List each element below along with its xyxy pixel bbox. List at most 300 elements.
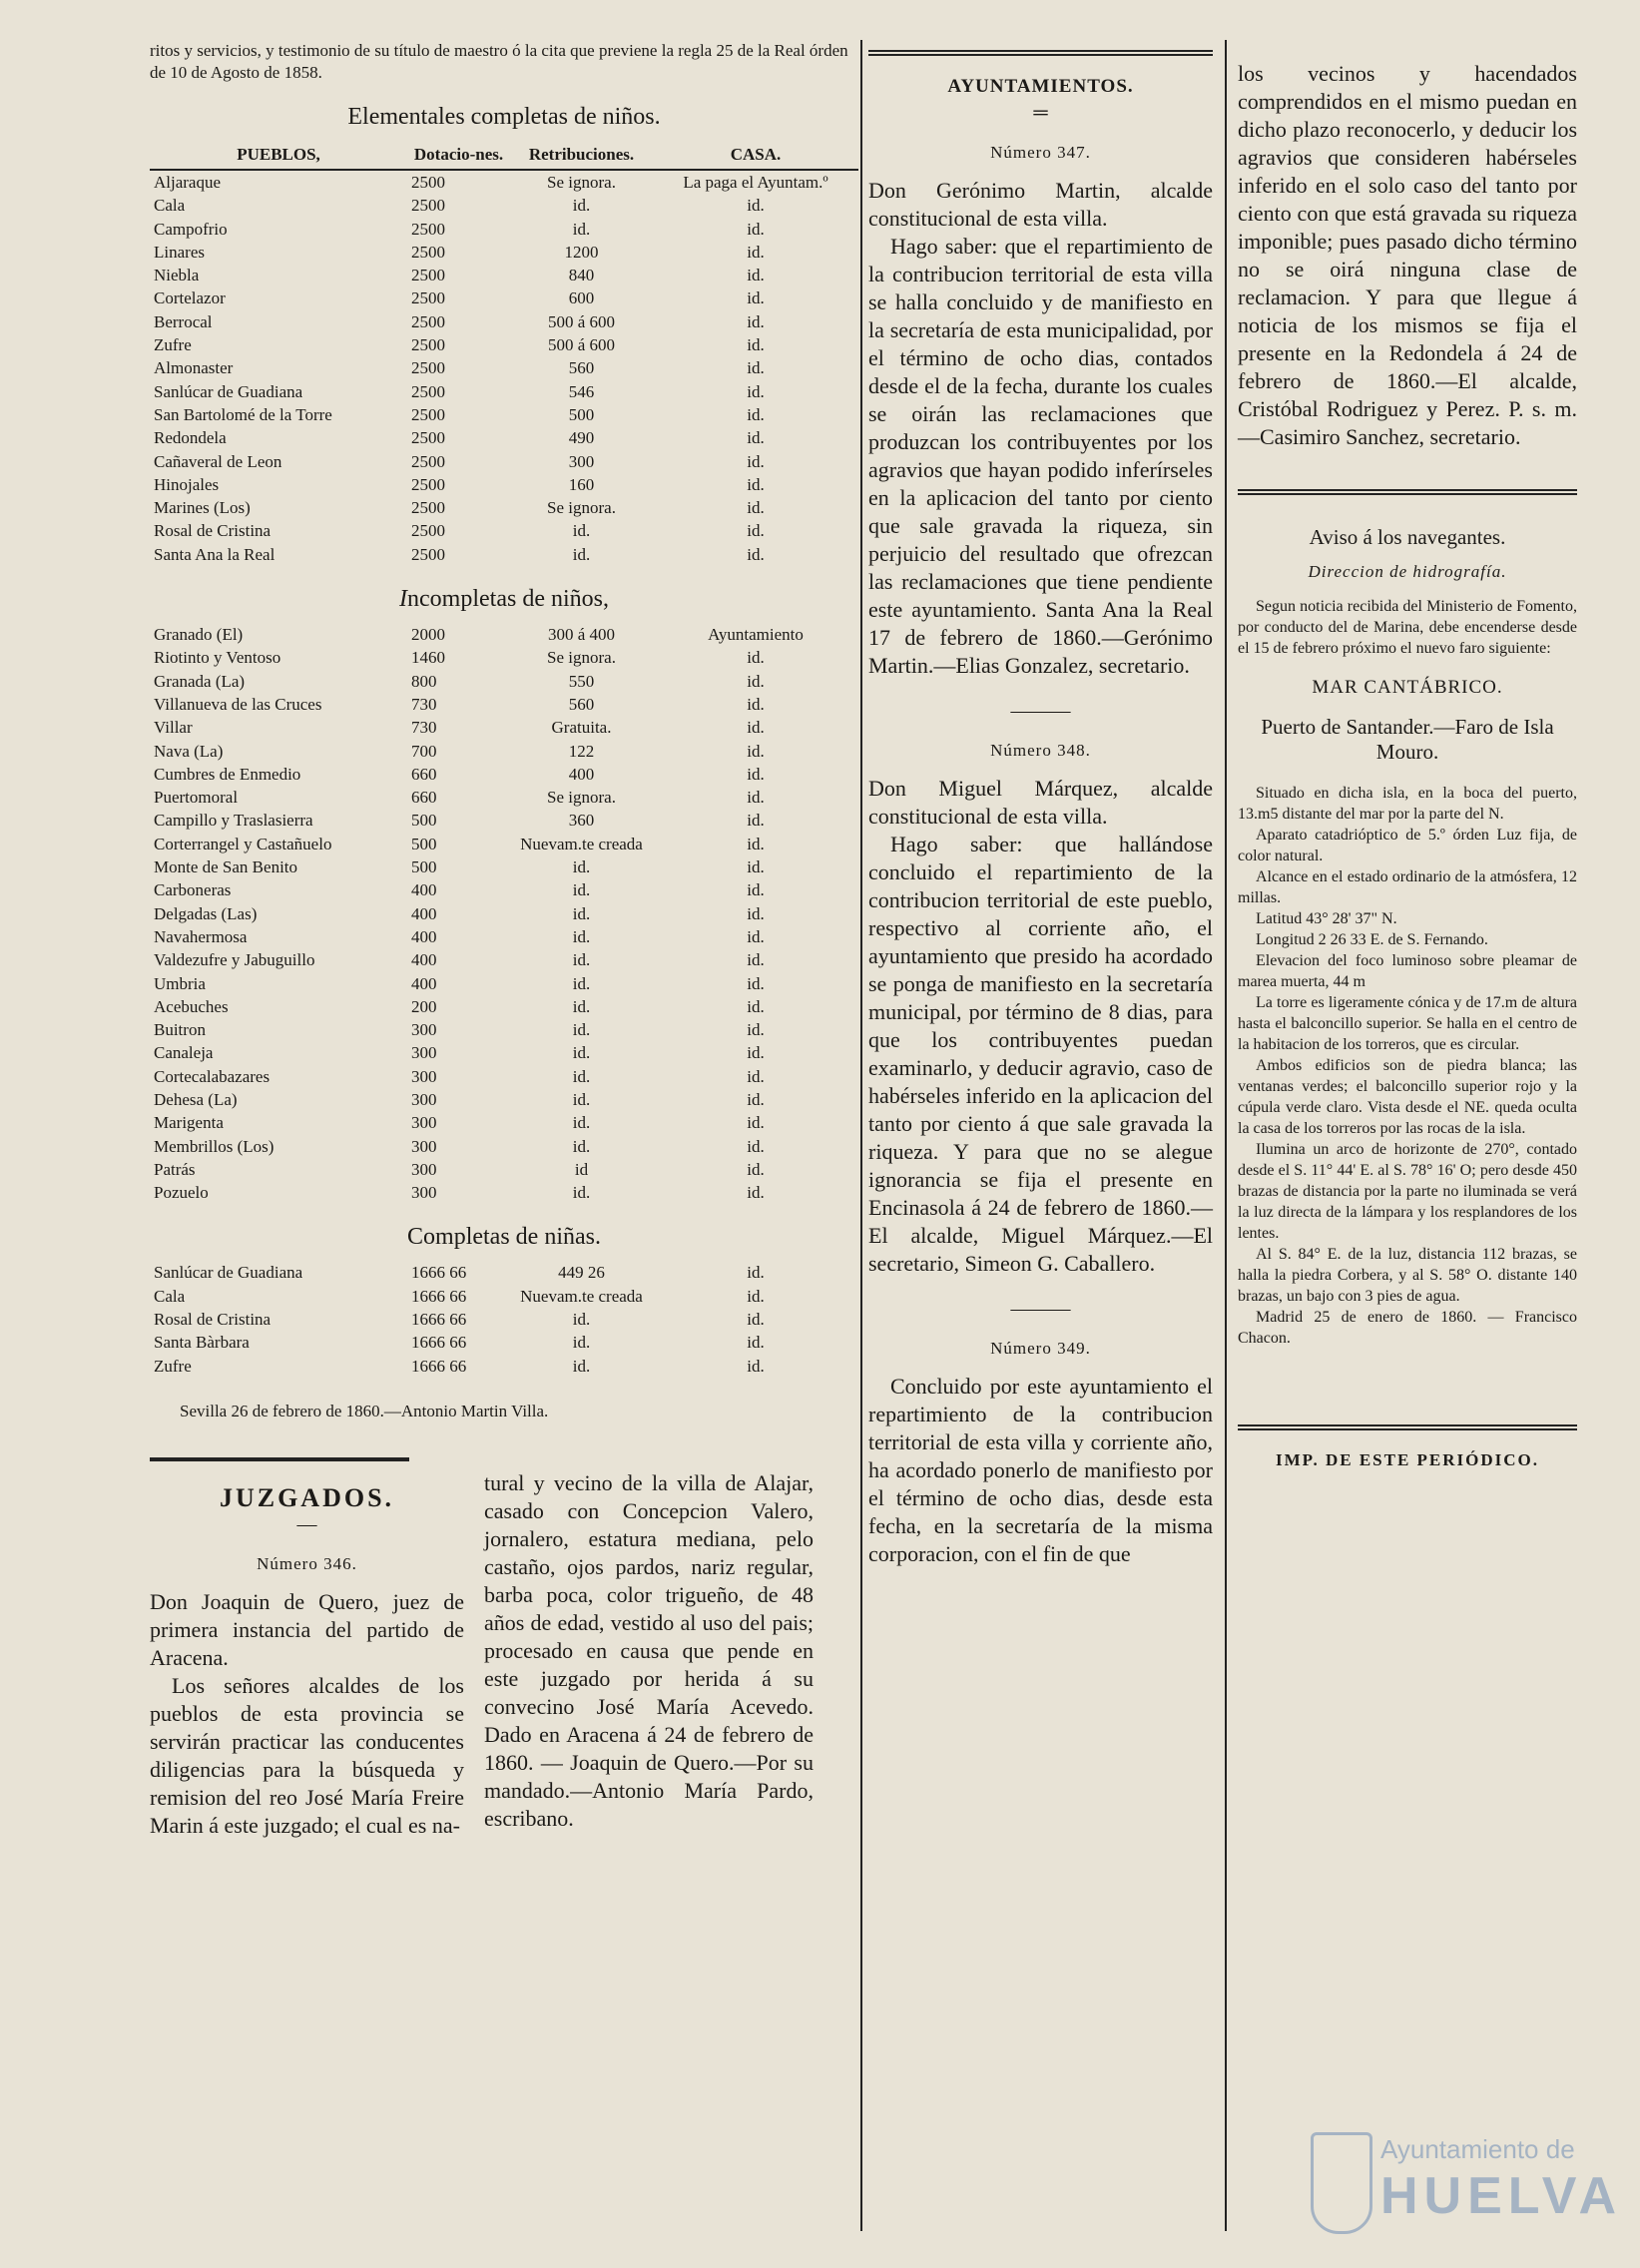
juzgados-p1: Don Joaquin de Quero, juez de primera instancia del partido de Aracena. <box>150 1588 464 1670</box>
retribucion-cell: Se ignora. <box>547 498 616 518</box>
faro-line: Aparato catadrióptico de 5.º órden Luz fija, de color natural. <box>1238 827 1577 864</box>
dotacion-cell: 730 <box>411 718 437 738</box>
dotacion-cell: 400 <box>411 950 437 970</box>
pueblo-cell: Almonaster <box>154 358 234 378</box>
table-row <box>150 496 858 519</box>
retribucion-cell: 550 <box>568 671 595 691</box>
incompletas-title-initial: I <box>399 586 408 613</box>
retribucion-cell: 300 <box>568 451 595 471</box>
casa-cell: id. <box>747 1333 765 1353</box>
dotacion-cell: 2500 <box>411 521 445 541</box>
retribucion-cell: 300 á 400 <box>547 625 616 645</box>
retribucion-cell: id. <box>572 544 591 564</box>
dotacion-cell: 1666 66 <box>411 1356 467 1376</box>
dotacion-cell: 300 <box>411 1183 437 1203</box>
table-row <box>150 1041 858 1064</box>
table-row <box>150 450 858 473</box>
table-row <box>150 1158 858 1181</box>
juzgados-left <box>150 1469 464 1840</box>
retribucion-cell: 840 <box>568 266 595 285</box>
shield-icon <box>1311 2132 1372 2234</box>
dotacion-cell: 2500 <box>411 242 445 262</box>
ayuntamientos-dash: ═ <box>1033 102 1048 124</box>
faro-line: Al S. 84° E. de la luz, distancia 112 brazas, se halla la piedra Corbera, y al S. 58° O. distante 140 brazas, un bajo con 3 pies de agua. <box>1238 1246 1577 1305</box>
faro-line: Madrid 25 de enero de 1860. — Francisco Chacon. <box>1238 1309 1577 1347</box>
table-row <box>150 1065 858 1088</box>
numero-348: Número 348. <box>990 741 1091 760</box>
table-row <box>150 286 858 309</box>
retribucion-cell: id. <box>572 973 591 993</box>
top-rule <box>868 50 1213 56</box>
pueblo-cell: Sanlúcar de Guadiana <box>154 381 303 401</box>
pueblo-cell: Nava (La) <box>154 741 224 761</box>
dotacion-cell: 2500 <box>411 358 445 378</box>
casa-cell: id. <box>747 428 765 448</box>
casa-cell: id. <box>747 1263 765 1283</box>
dotacion-cell: 2500 <box>411 381 445 401</box>
dotacion-cell: 2500 <box>411 335 445 355</box>
casa-cell: id. <box>747 474 765 494</box>
table-row <box>150 1135 858 1158</box>
pueblo-cell: Patrás <box>154 1159 196 1179</box>
schools-table-incompletas <box>150 623 858 1204</box>
header-dotaciones: Dotacio-nes. <box>407 141 510 170</box>
dotacion-cell: 500 <box>411 857 437 877</box>
casa-cell: id. <box>747 1159 765 1179</box>
table-row <box>150 1018 858 1041</box>
table-row <box>150 403 858 426</box>
casa-cell: id. <box>747 1286 765 1306</box>
column-three <box>1238 60 1577 1470</box>
retribucion-cell: Nuevam.te creada <box>520 834 643 853</box>
pueblo-cell: Canaleja <box>154 1043 214 1063</box>
pueblo-cell: Delgadas (Las) <box>154 903 258 923</box>
dotacion-cell: 2500 <box>411 451 445 471</box>
faro-description <box>1238 783 1577 1349</box>
retribucion-cell: 560 <box>568 358 595 378</box>
pueblo-cell: Campillo y Traslasierra <box>154 811 313 831</box>
table-row <box>150 1331 858 1354</box>
faro-line: Ilumina un arco de horizonte de 270°, contado desde el S. 11° 44' E. al S. 78° 16' O; pero desde 450 brazas de distancia por la parte no iluminada se verá la luz directa de la lámpara y los resplandores de los lentes. <box>1238 1141 1577 1242</box>
retribucion-cell: id. <box>572 1136 591 1156</box>
pueblo-cell: Zufre <box>154 1356 192 1376</box>
retribucion-cell: 600 <box>568 288 595 308</box>
casa-cell: id. <box>747 741 765 761</box>
elementales-title: Elementales completas de niños. <box>347 104 661 130</box>
table-row <box>150 786 858 809</box>
pueblo-cell: Cortelazor <box>154 288 226 308</box>
pueblo-cell: Riotinto y Ventoso <box>154 648 281 668</box>
retribucion-cell: id. <box>572 903 591 923</box>
juzgados-p2: Los señores alcaldes de los pueblos de esta provincia se servirán practicar las conducentes diligencias para la búsqueda y remision del reo José María Freire Marin á este juzgado; el cual es na- <box>150 1672 464 1838</box>
table-row <box>150 543 858 566</box>
faro-line: Elevacion del foco luminoso sobre pleamar de marea muerta, 44 m <box>1238 952 1577 990</box>
table-row <box>150 902 858 925</box>
dotacion-cell: 2500 <box>411 498 445 518</box>
pueblo-cell: Santa Bàrbara <box>154 1333 250 1353</box>
retribucion-cell: 1200 <box>564 242 599 262</box>
casa-cell: id. <box>747 950 765 970</box>
table-row <box>150 473 858 496</box>
retribucion-cell: Se ignora. <box>547 648 616 668</box>
numero-349: Número 349. <box>990 1339 1091 1358</box>
table-row <box>150 809 858 832</box>
aviso-title: Aviso á los navegantes. <box>1309 525 1506 549</box>
retribucion-cell: id. <box>572 880 591 900</box>
retribucion-cell: 500 á 600 <box>547 311 616 331</box>
pueblo-cell: Cala <box>154 196 186 216</box>
juzgados-right <box>484 1469 814 1833</box>
casa-cell: id. <box>747 311 765 331</box>
juzgados-title: JUZGADOS. <box>219 1482 395 1512</box>
table-row <box>150 948 858 971</box>
dotacion-cell: 1460 <box>411 648 445 668</box>
ninas-title: Completas de niñas. <box>407 1224 601 1251</box>
dotacion-cell: 200 <box>411 996 437 1016</box>
casa-cell: id. <box>747 834 765 853</box>
dotacion-cell: 2500 <box>411 428 445 448</box>
retribucion-cell: 490 <box>568 428 595 448</box>
casa-cell: id. <box>747 544 765 564</box>
casa-cell: id. <box>747 1183 765 1203</box>
faro-line: La torre es ligeramente cónica y de 17.m de altura hasta el balconcillo superior. Se halla en el centro de la habitacion de los torreros, que es circular. <box>1238 994 1577 1053</box>
table-row <box>150 426 858 449</box>
retribucion-cell: id. <box>572 996 591 1016</box>
retribucion-cell: Se ignora. <box>547 173 616 192</box>
casa-cell: id. <box>747 648 765 668</box>
table-row <box>150 194 858 217</box>
table-row <box>150 855 858 878</box>
n347-p2: Hago saber: que el repartimiento de la contribucion territorial de esta villa se halla concluido y de manifiesto en la secretaría de esta municipalidad, por el término de ocho dias, contados desde el de la fecha, durante los cuales se oirán las reclamaciones que produzcan los contribuyentes por los agravios que hayan podido inferírseles en la aplicacion del tanto por ciento que sale gravada la riqueza, sin perjuicio del resultado que ofrezcan las reclamaciones que tiene pendiente este ayuntamiento. Santa Ana la Real 17 de febrero de 1860.—Gerónimo Martin.—Elias Gonzalez, secretario. <box>868 234 1213 678</box>
casa-cell: id. <box>747 1136 765 1156</box>
pueblo-cell: Puertomoral <box>154 788 239 808</box>
pueblo-cell: Hinojales <box>154 474 220 494</box>
casa-cell: id. <box>747 266 765 285</box>
table-row <box>150 763 858 786</box>
table-row <box>150 670 858 693</box>
casa-cell: id. <box>747 288 765 308</box>
dotacion-cell: 2000 <box>411 625 445 645</box>
table-row <box>150 264 858 286</box>
faro-line: Alcance en el estado ordinario de la atmósfera, 12 millas. <box>1238 868 1577 906</box>
casa-cell: id. <box>747 973 765 993</box>
casa-cell: id. <box>747 1089 765 1109</box>
dotacion-cell: 300 <box>411 1066 437 1086</box>
retribucion-cell: 360 <box>568 811 595 831</box>
pueblo-cell: Campofrio <box>154 219 228 239</box>
table-row <box>150 693 858 716</box>
retribucion-cell: id. <box>572 857 591 877</box>
column-two <box>868 50 1213 1568</box>
divider-347: ——— <box>1010 700 1071 722</box>
pueblo-cell: Sanlúcar de Guadiana <box>154 1263 303 1283</box>
casa-cell: id. <box>747 242 765 262</box>
pueblo-cell: Redondela <box>154 428 227 448</box>
column-rule-left <box>860 40 862 2231</box>
table-row <box>150 623 858 646</box>
retribucion-cell: id <box>574 1159 589 1179</box>
table-row <box>150 519 858 542</box>
retribucion-cell: id. <box>572 1043 591 1063</box>
pueblo-cell: San Bartolomé de la Torre <box>154 404 332 424</box>
huelva-watermark-logo <box>1311 2128 1623 2238</box>
imprenta-line: IMP. DE ESTE PERIÓDICO. <box>1275 1450 1540 1469</box>
casa-cell: id. <box>747 811 765 831</box>
dotacion-cell: 2500 <box>411 311 445 331</box>
schools-table-ninas <box>150 1261 858 1377</box>
pueblo-cell: Acebuches <box>154 996 229 1016</box>
casa-cell: id. <box>747 857 765 877</box>
puerto-title: Puerto de Santander.—Faro de Isla Mouro. <box>1261 715 1554 764</box>
dotacion-cell: 300 <box>411 1113 437 1133</box>
casa-cell: id. <box>747 498 765 518</box>
casa-cell: id. <box>747 335 765 355</box>
elementales-rows <box>150 170 858 566</box>
pueblo-cell: Niebla <box>154 266 200 285</box>
table-row <box>150 1355 858 1378</box>
pueblo-cell: Villar <box>154 718 193 738</box>
column-one <box>150 40 858 1988</box>
pueblo-cell: Membrillos (Los) <box>154 1136 274 1156</box>
retribucion-cell: id. <box>572 1333 591 1353</box>
retribucion-cell: id. <box>572 219 591 239</box>
watermark-line1: Ayuntamiento de <box>1380 2134 1575 2164</box>
pueblo-cell: Rosal de Cristina <box>154 521 272 541</box>
casa-cell: id. <box>747 694 765 714</box>
casa-cell: id. <box>747 996 765 1016</box>
col3-bottom-rule <box>1238 1424 1577 1430</box>
section-divider <box>150 1457 409 1461</box>
dotacion-cell: 2500 <box>411 173 445 192</box>
retribucion-cell: 500 á 600 <box>547 335 616 355</box>
dotacion-cell: 400 <box>411 973 437 993</box>
table-row <box>150 380 858 403</box>
pueblo-cell: Dehesa (La) <box>154 1089 238 1109</box>
retribucion-cell: 449 26 <box>558 1263 605 1283</box>
table-row <box>150 878 858 901</box>
table-row <box>150 833 858 855</box>
pueblo-cell: Villanueva de las Cruces <box>154 694 322 714</box>
casa-cell: id. <box>747 381 765 401</box>
numero-346: Número 346. <box>257 1553 357 1573</box>
dotacion-cell: 400 <box>411 903 437 923</box>
signoff: Sevilla 26 de febrero de 1860.—Antonio Martin Villa. <box>180 1401 549 1420</box>
dotacion-cell: 1666 66 <box>411 1333 467 1353</box>
dotacion-cell: 500 <box>411 811 437 831</box>
dotacion-cell: 400 <box>411 880 437 900</box>
pueblo-cell: Cañaveral de Leon <box>154 451 282 471</box>
dotacion-cell: 300 <box>411 1159 437 1179</box>
incompletas-title-rest: ncompletas de niños, <box>407 586 609 613</box>
header-retribuciones: Retribuciones. <box>510 141 653 170</box>
table-row <box>150 716 858 739</box>
retribucion-cell: id. <box>572 521 591 541</box>
table-row <box>150 740 858 763</box>
col3-rule <box>1238 489 1577 495</box>
pueblo-cell: Santa Ana la Real <box>154 544 275 564</box>
dotacion-cell: 300 <box>411 1136 437 1156</box>
pueblo-cell: Pozuelo <box>154 1183 209 1203</box>
casa-cell: id. <box>747 671 765 691</box>
casa-cell: id. <box>747 1020 765 1040</box>
pueblo-cell: Umbria <box>154 973 206 993</box>
column-rule-right <box>1225 40 1227 2231</box>
pueblo-cell: Aljaraque <box>154 173 222 192</box>
dotacion-cell: 2500 <box>411 404 445 424</box>
table-row <box>150 995 858 1018</box>
retribucion-cell: 400 <box>568 764 595 784</box>
pueblo-cell: Linares <box>154 242 205 262</box>
casa-cell: id. <box>747 1043 765 1063</box>
incompletas-rows <box>150 623 858 1204</box>
retribucion-cell: id. <box>572 1310 591 1330</box>
table-row <box>150 925 858 948</box>
pueblo-cell: Navahermosa <box>154 926 248 946</box>
juzgados-section <box>150 1469 858 1988</box>
casa-cell: id. <box>747 764 765 784</box>
faro-line: Latitud 43° 28' 37" N. <box>1256 910 1397 927</box>
juzgados-p3: tural y vecino de la villa de Alajar, casado con Concepcion Valero, jornalero, estatura mediana, pelo castaño, ojos pardos, nariz regular, barba poca, color trigueño, de 48 años de edad, vestido al uso del pais; procesado en causa que pende en este juzgado por herida á su convecino José María Acevedo. Dado en Aracena á 24 de febrero de 1860. — Joaquin de Quero.—Por su mandado.—Antonio María Pardo, escribano. <box>484 1469 814 1831</box>
retribucion-cell: 122 <box>568 741 595 761</box>
pueblo-cell: Berrocal <box>154 311 213 331</box>
retribucion-cell: 546 <box>568 381 595 401</box>
casa-cell: id. <box>747 358 765 378</box>
table-row <box>150 310 858 333</box>
table-row <box>150 1111 858 1134</box>
casa-cell: id. <box>747 880 765 900</box>
ayuntamientos-title: AYUNTAMIENTOS. <box>947 76 1134 97</box>
retribucion-cell: id. <box>572 950 591 970</box>
table-row <box>150 356 858 379</box>
casa-cell: id. <box>747 1310 765 1330</box>
pueblo-cell: Rosal de Cristina <box>154 1310 272 1330</box>
dotacion-cell: 730 <box>411 694 437 714</box>
table-row <box>150 1181 858 1204</box>
col3-continuation: los vecinos y hacendados comprendidos en el mismo puedan en dicho plazo reconocerlo, y deducir los agravios que consideren habérseles inferido en el solo caso del tanto por ciento con que está gravada su riqueza imponible; pues pasado dicho término no se oirá ninguna clase de reclamacion. Y para que llegue á noticia de los mismos se fija el presente en la Redondela á 24 de febrero de 1860.—El alcalde, Cristóbal Rodriguez y Perez. P. s. m.—Casimiro Sanchez, secretario. <box>1238 61 1577 449</box>
retribucion-cell: id. <box>572 1183 591 1203</box>
segun-noticia: Segun noticia recibida del Ministerio de Fomento, por conducto del de Marina, debe encenderse desde el 15 de febrero próximo el nuevo faro siguiente: <box>1238 598 1577 657</box>
retribucion-cell: id. <box>572 196 591 216</box>
dotacion-cell: 1666 66 <box>411 1263 467 1283</box>
retribucion-cell: id. <box>572 1089 591 1109</box>
table-row <box>150 646 858 669</box>
pueblo-cell: Cortecalabazares <box>154 1066 271 1086</box>
retribucion-cell: Se ignora. <box>547 788 616 808</box>
dotacion-cell: 300 <box>411 1043 437 1063</box>
dotacion-cell: 2500 <box>411 288 445 308</box>
casa-cell: id. <box>747 1113 765 1133</box>
casa-cell: id. <box>747 451 765 471</box>
dotacion-cell: 2500 <box>411 266 445 285</box>
retribucion-cell: id. <box>572 1113 591 1133</box>
faro-line: Ambos edificios son de piedra blanca; las ventanas verdes; el balconcillo superior rojo y la cúpula verde claro. Vista desde el NE. queda oculta la casa de los torreros por las rocas de la isla. <box>1238 1057 1577 1137</box>
intro-text: ritos y servicios, y testimonio de su título de maestro ó la cita que previene la regla 25 de la Real órden de 10 de Agosto de 1858. <box>150 41 848 82</box>
dotacion-cell: 400 <box>411 926 437 946</box>
numero-347: Número 347. <box>990 143 1091 162</box>
pueblo-cell: Zufre <box>154 335 192 355</box>
dotacion-cell: 1666 66 <box>411 1286 467 1306</box>
pueblo-cell: Valdezufre y Jabuguillo <box>154 950 315 970</box>
dotacion-cell: 2500 <box>411 474 445 494</box>
table-row <box>150 972 858 995</box>
retribucion-cell: 500 <box>568 404 595 424</box>
header-pueblos: PUEBLOS, <box>150 141 407 170</box>
dotacion-cell: 1666 66 <box>411 1310 467 1330</box>
pueblo-cell: Corterrangel y Castañuelo <box>154 834 332 853</box>
casa-cell: id. <box>747 1356 765 1376</box>
n348-p1: Don Miguel Márquez, alcalde constitucional de esta villa. <box>868 776 1213 829</box>
n349-p1: Concluido por este ayuntamiento el repartimiento de la contribucion territorial de esta villa y corriente año, ha acordado ponerlo de manifiesto por el término de ocho dias, desde esta fecha, en la secretaría de la misma corporacion, con el fin de que <box>868 1374 1213 1566</box>
pueblo-cell: Buitron <box>154 1020 206 1040</box>
dotacion-cell: 500 <box>411 834 437 853</box>
casa-cell: id. <box>747 718 765 738</box>
schools-table-elementales <box>150 141 858 566</box>
table-row <box>150 333 858 356</box>
pueblo-cell: Marines (Los) <box>154 498 251 518</box>
divider-348: ——— <box>1010 1298 1071 1320</box>
n347-p1: Don Gerónimo Martin, alcalde constitucional de esta villa. <box>868 178 1213 231</box>
n348-p2: Hago saber: que hallándose concluido el repartimiento de la contribucion territorial de este pueblo, respectivo al corriente año, el ayuntamiento que presido ha acordado se ponga de manifiesto en la secretaría municipal, por término de 8 dias, para que los contribuyentes puedan examinarlo, y deducir agravio, caso de habérseles inferido en la aplicacion del tanto por ciento á que sale gravada la riqueza. Y para que no se alegue ignorancia se fija el presente en Encinasola á 24 de febrero de 1860.—El alcalde, Miguel Márquez.—El secretario, Simeon G. Caballero. <box>868 832 1213 1276</box>
dotacion-cell: 2500 <box>411 196 445 216</box>
casa-cell: id. <box>747 926 765 946</box>
casa-cell: La paga el Ayuntam.º <box>683 173 828 192</box>
dotacion-cell: 660 <box>411 764 437 784</box>
pueblo-cell: Granado (El) <box>154 625 244 645</box>
pueblo-cell: Marigenta <box>154 1113 224 1133</box>
dotacion-cell: 800 <box>411 671 437 691</box>
retribucion-cell: id. <box>572 1066 591 1086</box>
dotacion-cell: 2500 <box>411 544 445 564</box>
table-row <box>150 241 858 264</box>
dotacion-cell: 2500 <box>411 219 445 239</box>
retribucion-cell: 160 <box>568 474 595 494</box>
casa-cell: id. <box>747 196 765 216</box>
casa-cell: Ayuntamiento <box>708 625 804 645</box>
retribucion-cell: id. <box>572 1020 591 1040</box>
pueblo-cell: Monte de San Benito <box>154 857 298 877</box>
dotacion-cell: 300 <box>411 1020 437 1040</box>
pueblo-cell: Cumbres de Enmedio <box>154 764 301 784</box>
pueblo-cell: Cala <box>154 1286 186 1306</box>
table-row <box>150 1261 858 1284</box>
juzgados-dash: — <box>296 1512 317 1535</box>
casa-cell: id. <box>747 788 765 808</box>
casa-cell: id. <box>747 219 765 239</box>
casa-cell: id. <box>747 1066 765 1086</box>
pueblo-cell: Granada (La) <box>154 671 246 691</box>
incompletas-title <box>150 586 858 613</box>
table-row <box>150 1088 858 1111</box>
retribucion-cell: Nuevam.te creada <box>520 1286 643 1306</box>
faro-line: Situado en dicha isla, en la boca del puerto, 13.m5 distante del mar por la parte del N. <box>1238 785 1577 823</box>
retribucion-cell: id. <box>572 926 591 946</box>
ninas-rows <box>150 1261 858 1377</box>
watermark-line2: HUELVA <box>1380 2167 1623 2225</box>
table-row <box>150 218 858 241</box>
dotacion-cell: 660 <box>411 788 437 808</box>
table-row <box>150 1308 858 1331</box>
mar-cantabrico: MAR CANTÁBRICO. <box>1312 677 1503 698</box>
casa-cell: id. <box>747 903 765 923</box>
dotacion-cell: 700 <box>411 741 437 761</box>
dotacion-cell: 300 <box>411 1089 437 1109</box>
table-row <box>150 1285 858 1308</box>
retribucion-cell: Gratuita. <box>551 718 612 738</box>
casa-cell: id. <box>747 521 765 541</box>
direccion-hidrografia: Direccion de hidrografía. <box>1308 562 1507 581</box>
pueblo-cell: Carboneras <box>154 880 232 900</box>
table-row <box>150 170 858 194</box>
